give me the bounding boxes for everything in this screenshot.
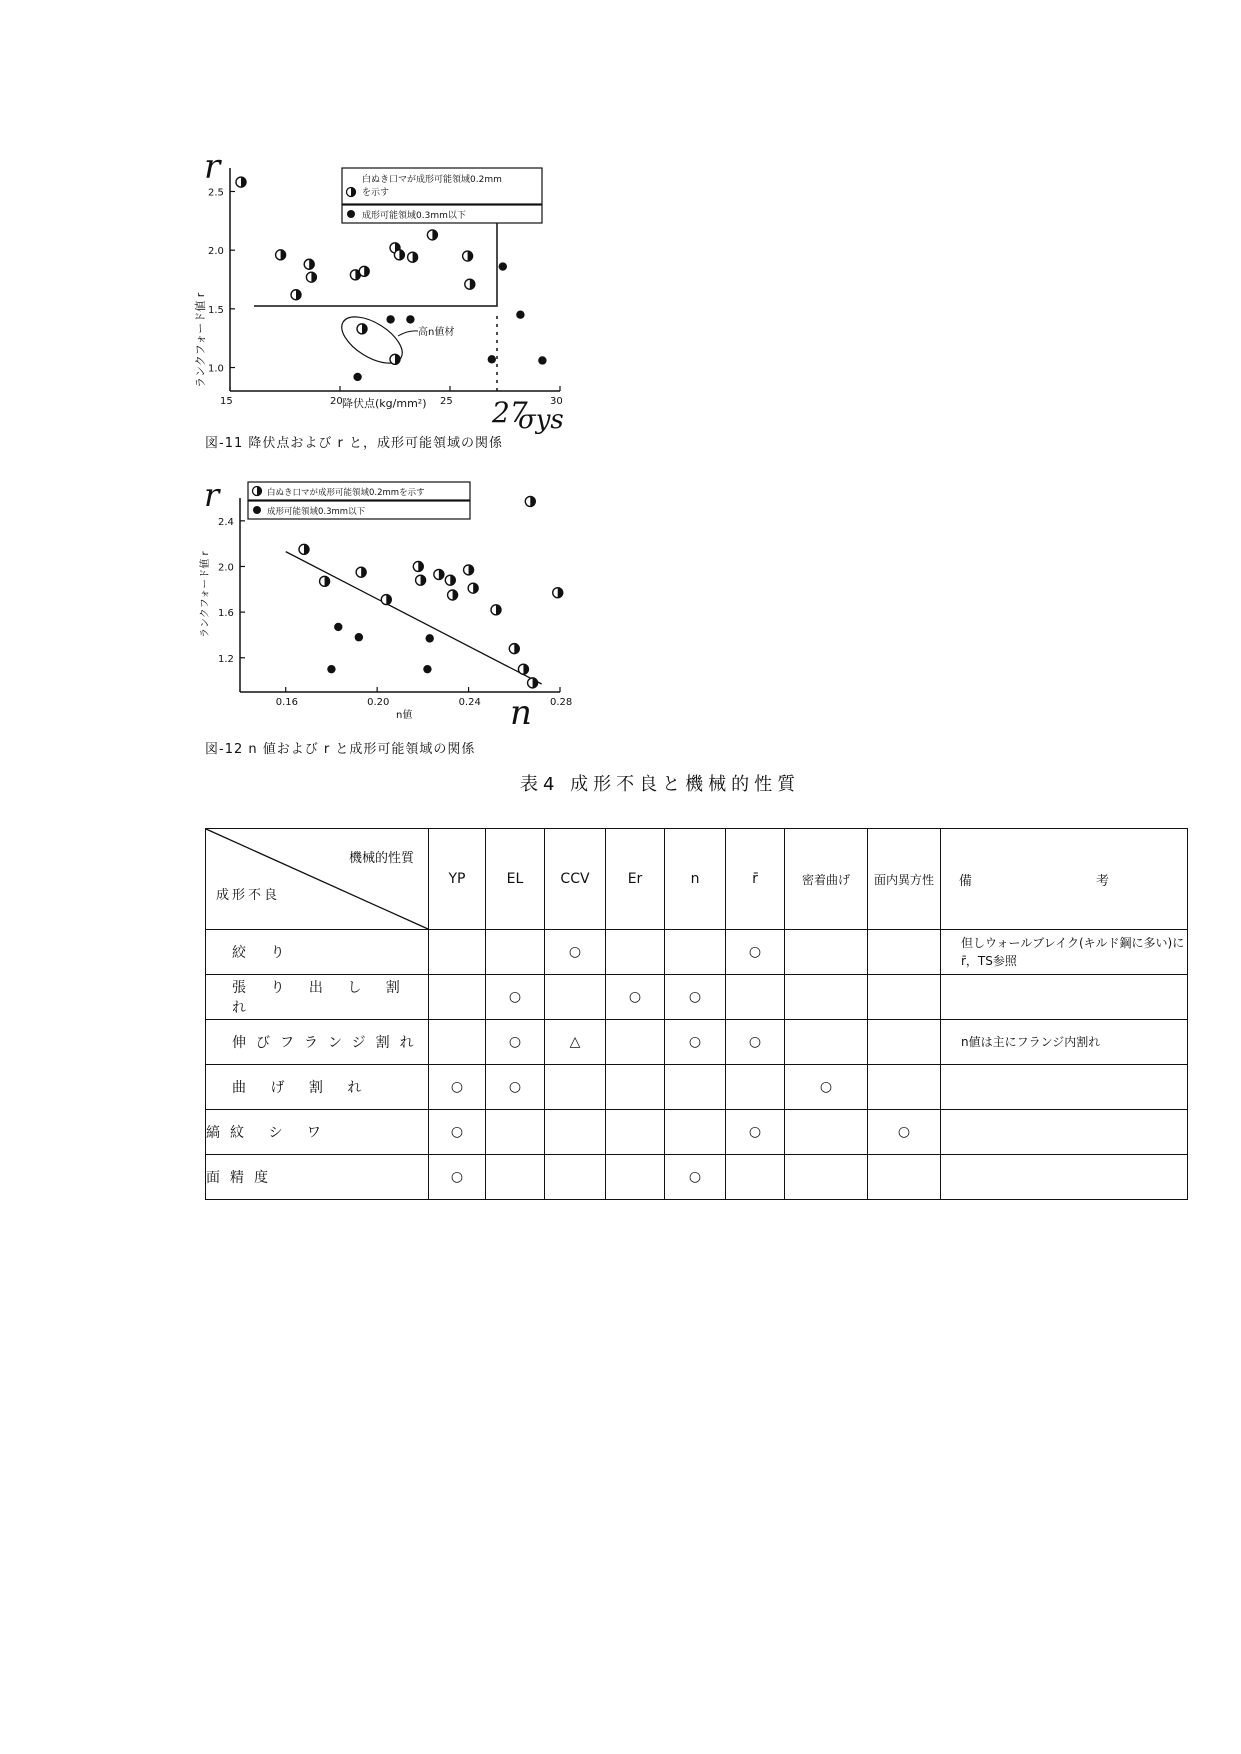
fig12-ylabel: ランクフォード値 r <box>200 551 211 638</box>
col-header-bend: 密着曲げ <box>785 829 868 930</box>
fig11-annotation-leader <box>398 331 418 336</box>
fig11-point-open <box>306 272 316 282</box>
circle-mark: ○ <box>665 975 726 1020</box>
empty-cell <box>665 1065 726 1110</box>
empty-cell <box>726 1065 785 1110</box>
col-header-remarks: 備 考 <box>941 829 1188 930</box>
empty-cell <box>606 1065 665 1110</box>
circle-mark: ○ <box>665 1020 726 1065</box>
triangle-mark: △ <box>545 1020 606 1065</box>
fig11-y-tick-label: 2.0 <box>208 246 224 258</box>
fig11-legend-box-1 <box>342 168 542 204</box>
table-title: 表4 成形不良と機械的性質 <box>520 774 801 795</box>
fig11-point-open <box>394 250 404 260</box>
fig12-point-open <box>299 544 309 554</box>
empty-cell <box>726 1155 785 1200</box>
row-remark <box>941 1110 1188 1155</box>
fig12-x-tick-label: 0.28 <box>550 697 573 708</box>
row-remark <box>941 975 1188 1020</box>
empty-cell <box>868 975 941 1020</box>
circle-mark: ○ <box>486 1020 545 1065</box>
properties-table <box>205 828 1188 1200</box>
empty-cell <box>486 930 545 975</box>
fig11-point-open <box>291 290 301 300</box>
fig11-legend-open-text-1: 白ぬき口マが成形可能領域0.2mm <box>362 175 502 185</box>
empty-cell <box>606 1155 665 1200</box>
col-header-anisotropy: 面内異方性 <box>868 829 941 930</box>
fig11-point-filled <box>516 311 524 319</box>
fig11-legend-filled-marker <box>347 210 355 218</box>
fig11-point-filled <box>353 373 361 381</box>
table-row <box>206 1110 1188 1155</box>
fig12-point-open <box>468 583 478 593</box>
fig12-point-filled <box>327 665 335 673</box>
fig11-point-filled <box>406 315 414 323</box>
fig11-hand-sigma: σys <box>518 405 564 435</box>
fig12-point-open <box>416 575 426 585</box>
fig12-point-open <box>445 575 455 585</box>
fig12-fit-line <box>286 552 542 684</box>
empty-cell <box>785 975 868 1020</box>
table-row <box>206 1155 1188 1200</box>
empty-cell <box>606 1110 665 1155</box>
fig12-point-open <box>434 569 444 579</box>
fig11-caption: 図-11 降伏点および r と，成形可能領域の関係 <box>205 436 503 451</box>
empty-cell <box>785 1020 868 1065</box>
row-label: 曲 げ 割 れ <box>206 1065 429 1110</box>
fig12-point-open <box>448 590 458 600</box>
fig11-point-filled <box>488 355 496 363</box>
fig11-point-open <box>408 252 418 262</box>
fig12-point-filled <box>426 634 434 642</box>
fig11-ylabel: ランクフォード値 r <box>194 292 207 388</box>
row-label: 面精度 <box>206 1155 429 1200</box>
corner-top-label: 機械的性質 <box>348 851 414 866</box>
fig12-point-open <box>518 664 528 674</box>
corner-bottom-label: 成形不良 <box>216 888 281 903</box>
empty-cell <box>486 1110 545 1155</box>
circle-mark: ○ <box>545 930 606 975</box>
circle-mark: ○ <box>665 1155 726 1200</box>
fig11-x-tick-label: 20 <box>330 396 343 407</box>
fig12-y-tick-label: 2.0 <box>218 562 234 574</box>
fig11-point-open <box>236 177 246 187</box>
fig12-legend-filled-text: 成形可能領域0.3mm以下 <box>267 507 366 517</box>
fig12-y-tick-label: 1.2 <box>218 653 234 665</box>
fig12-caption: 図-12 n 値および r と成形可能領域の関係 <box>205 742 476 757</box>
figure-11 <box>190 148 590 438</box>
empty-cell <box>868 1155 941 1200</box>
fig11-point-filled <box>538 356 546 364</box>
fig12-hand-r: r <box>204 476 220 514</box>
empty-cell <box>606 1020 665 1065</box>
fig11-x-tick-label: 30 <box>550 396 563 407</box>
empty-cell <box>868 1020 941 1065</box>
col-header-ccv: CCV <box>545 829 606 930</box>
fig12-x-tick-label: 0.24 <box>458 697 481 708</box>
empty-cell <box>785 1155 868 1200</box>
fig12-point-open <box>464 565 474 575</box>
fig12-point-open <box>356 567 366 577</box>
fig12-point-filled <box>355 633 363 641</box>
fig11-point-open <box>463 251 473 261</box>
fig11-point-filled <box>386 315 394 323</box>
circle-mark: ○ <box>726 930 785 975</box>
col-header-el: EL <box>486 829 545 930</box>
empty-cell <box>429 1020 486 1065</box>
fig12-point-open <box>320 576 330 586</box>
table-row <box>206 930 1188 975</box>
fig12-legend-open-text: 白ぬき口マが成形可能領域0.2mmを示す <box>267 488 425 498</box>
row-remark: n値は主にフランジ内割れ <box>941 1020 1188 1065</box>
fig12-point-open <box>413 561 423 571</box>
row-label: 縞紋 シ ワ <box>206 1110 429 1155</box>
fig12-xlabel: n値 <box>396 710 413 721</box>
circle-mark: ○ <box>429 1155 486 1200</box>
fig12-point-open <box>509 644 519 654</box>
empty-cell <box>429 975 486 1020</box>
empty-cell <box>785 930 868 975</box>
col-header-r-bar: r̄ <box>726 829 785 930</box>
fig11-legend-filled-text: 成形可能領域0.3mm以下 <box>362 211 466 221</box>
figure-12 <box>190 476 573 733</box>
empty-cell <box>545 1065 606 1110</box>
fig12-point-filled <box>423 665 431 673</box>
row-remark <box>941 1155 1188 1200</box>
fig11-y-tick-label: 1.5 <box>208 304 224 316</box>
empty-cell <box>868 1065 941 1110</box>
table-row <box>206 1065 1188 1110</box>
fig12-x-tick-label: 0.16 <box>275 697 298 708</box>
circle-mark: ○ <box>429 1110 486 1155</box>
corner-diagonal <box>206 829 428 929</box>
fig11-y-tick-label: 2.5 <box>208 187 224 199</box>
circle-mark: ○ <box>486 975 545 1020</box>
fig12-point-open <box>553 588 563 598</box>
empty-cell <box>486 1155 545 1200</box>
fig11-point-open <box>465 279 475 289</box>
fig11-point-open <box>357 324 367 334</box>
table-header-row <box>206 829 1188 930</box>
circle-mark: ○ <box>785 1065 868 1110</box>
fig12-point-filled <box>334 623 342 631</box>
empty-cell <box>665 930 726 975</box>
fig11-point-open <box>359 266 369 276</box>
row-remark: 但しウォールブレイク(キルド鋼に多い)にr̄，TS参照 <box>941 930 1188 975</box>
empty-cell <box>545 975 606 1020</box>
fig11-point-filled <box>499 262 507 270</box>
fig11-legend-open-text-2: を示す <box>362 188 390 198</box>
row-label: 伸びフランジ割れ <box>206 1020 429 1065</box>
fig12-x-tick-label: 0.20 <box>367 697 390 708</box>
empty-cell <box>665 1110 726 1155</box>
row-remark <box>941 1065 1188 1110</box>
fig11-annotation: 高n値材 <box>418 327 455 338</box>
fig11-point-open <box>304 259 314 269</box>
fig12-point-open <box>491 605 501 615</box>
circle-mark: ○ <box>726 1110 785 1155</box>
col-header-er: Er <box>606 829 665 930</box>
fig12-y-tick-label: 1.6 <box>218 608 234 620</box>
fig12-legend-filled-marker <box>253 506 261 514</box>
col-header-yp: YP <box>429 829 486 930</box>
fig12-point-open <box>525 496 535 506</box>
col-header-n: n <box>665 829 726 930</box>
empty-cell <box>785 1110 868 1155</box>
fig11-point-open <box>276 250 286 260</box>
fig11-y-tick-label: 1.0 <box>208 363 224 375</box>
fig11-x-tick-label: 15 <box>220 396 233 407</box>
empty-cell <box>868 930 941 975</box>
empty-cell <box>545 1155 606 1200</box>
circle-mark: ○ <box>868 1110 941 1155</box>
row-label: 絞 り <box>206 930 429 975</box>
fig11-point-open <box>427 230 437 240</box>
empty-cell <box>545 1110 606 1155</box>
empty-cell <box>429 930 486 975</box>
empty-cell <box>606 930 665 975</box>
circle-mark: ○ <box>726 1020 785 1065</box>
empty-cell <box>726 975 785 1020</box>
fig11-xlabel: 降伏点(kg/mm²) <box>342 397 427 410</box>
row-label: 張 り 出 し 割 れ <box>206 975 429 1020</box>
fig11-point-open <box>390 354 400 364</box>
table-row <box>206 975 1188 1020</box>
circle-mark: ○ <box>606 975 665 1020</box>
fig11-hand-r: r <box>204 147 221 187</box>
fig12-y-tick-label: 2.4 <box>218 516 234 528</box>
fig12-point-open <box>381 595 391 605</box>
circle-mark: ○ <box>429 1065 486 1110</box>
fig11-hand-27: 27 <box>492 396 528 429</box>
fig12-point-open <box>528 678 538 688</box>
circle-mark: ○ <box>486 1065 545 1110</box>
table-corner-cell <box>206 829 429 930</box>
fig11-x-tick-label: 25 <box>440 396 453 407</box>
table-row <box>206 1020 1188 1065</box>
fig12-hand-n: n <box>510 693 532 733</box>
